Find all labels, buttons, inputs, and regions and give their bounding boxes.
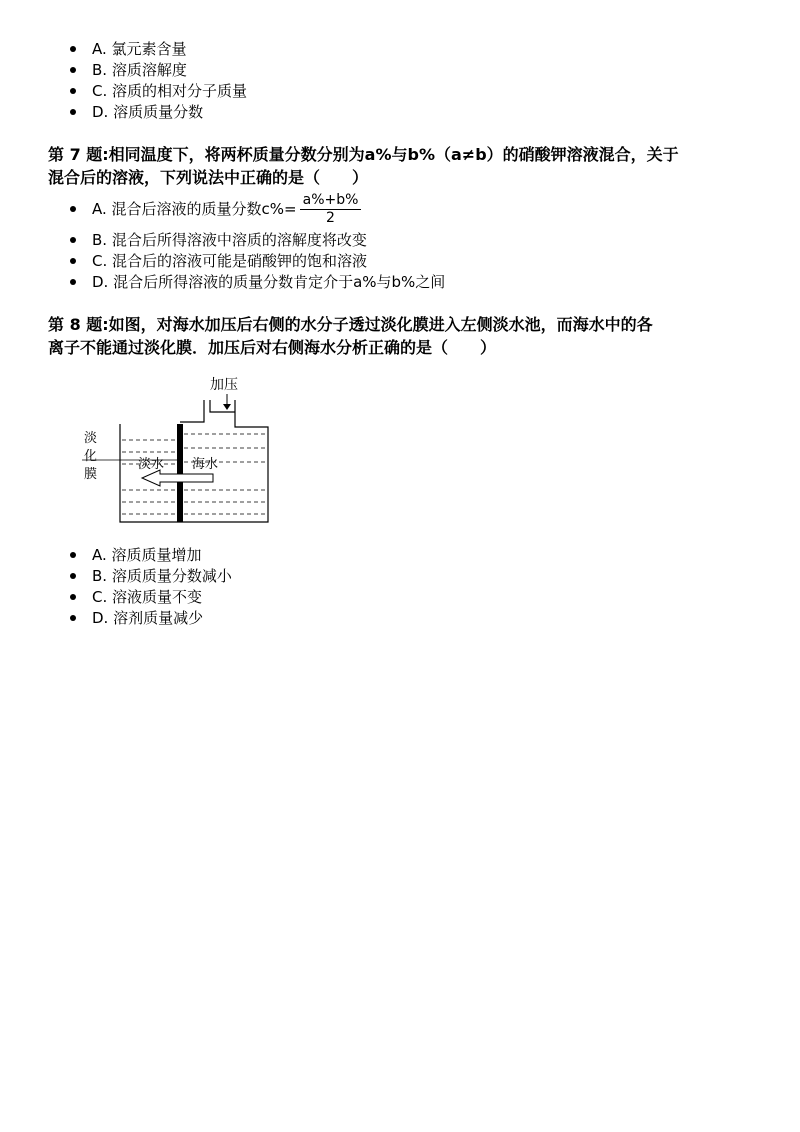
q6-option-d[interactable]: D. 溶质质量分数 [92, 102, 247, 123]
pressure-arrow-head [223, 404, 231, 410]
bullet-icon [70, 594, 76, 600]
membrane-label-1: 淡 [84, 431, 98, 446]
piston-tube [180, 400, 204, 422]
bullet-icon [70, 67, 76, 73]
bullet-icon [70, 206, 76, 212]
bullet-icon [70, 279, 76, 285]
q7-option-a[interactable]: A. 混合后溶液的质量分数c%= $\frac{a\%+b\%}{2}$ [92, 189, 445, 230]
bullet-icon [70, 258, 76, 264]
q8-option-a[interactable]: A. 溶质质量增加 [92, 545, 232, 566]
bullet-icon [70, 615, 76, 621]
sea-water-label: 海水 [192, 457, 219, 472]
bullet-icon [70, 46, 76, 52]
q6-option-a[interactable]: A. 氯元素含量 [92, 39, 247, 60]
piston [210, 400, 235, 412]
q6-options [92, 39, 247, 123]
fraction: $\frac{a\%+b\%}{2}$ [300, 192, 362, 227]
membrane-label-3: 膜 [84, 467, 98, 482]
q6-option-b[interactable]: B. 溶质溶解度 [92, 60, 247, 81]
q8-option-c[interactable]: C. 溶液质量不变 [92, 587, 232, 608]
q7-option-b[interactable]: B. 混合后所得溶液中溶质的溶解度将改变 [92, 230, 445, 251]
q8-title: 第 8 题:如图，对海水加压后右侧的水分子透过淡化膜进入左侧淡水池，而海水中的各 离子不能通过淡化膜．加压后对右侧海水分析正确的是（ ） [48, 315, 653, 357]
bullet-icon [70, 552, 76, 558]
q7-option-c[interactable]: C. 混合后的溶液可能是硝酸钾的饱和溶液 [92, 251, 445, 272]
q7-options [92, 189, 445, 293]
q8-options [92, 545, 232, 629]
q8-option-d[interactable]: D. 溶剂质量减少 [92, 608, 232, 629]
desalination-figure [80, 372, 290, 532]
pressure-label: 加压 [210, 377, 238, 393]
q8-option-b[interactable]: B. 溶质质量分数减小 [92, 566, 232, 587]
bullet-icon [70, 109, 76, 115]
membrane-label-2: 化 [84, 449, 98, 464]
bullet-icon [70, 88, 76, 94]
bullet-icon [70, 237, 76, 243]
fresh-water-label: 淡水 [138, 457, 165, 472]
q6-option-c[interactable]: C. 溶质的相对分子质量 [92, 81, 247, 102]
q7-title: 第 7 题:相同温度下，将两杯质量分数分别为a%与b%（a≠b）的硝酸钾溶液混合，关于 混合后的溶液，下列说法中正确的是（ ） [48, 145, 679, 187]
membrane [177, 424, 183, 522]
q7-option-d[interactable]: D. 混合后所得溶液的质量分数肯定介于a%与b%之间 [92, 272, 445, 293]
bullet-icon [70, 573, 76, 579]
